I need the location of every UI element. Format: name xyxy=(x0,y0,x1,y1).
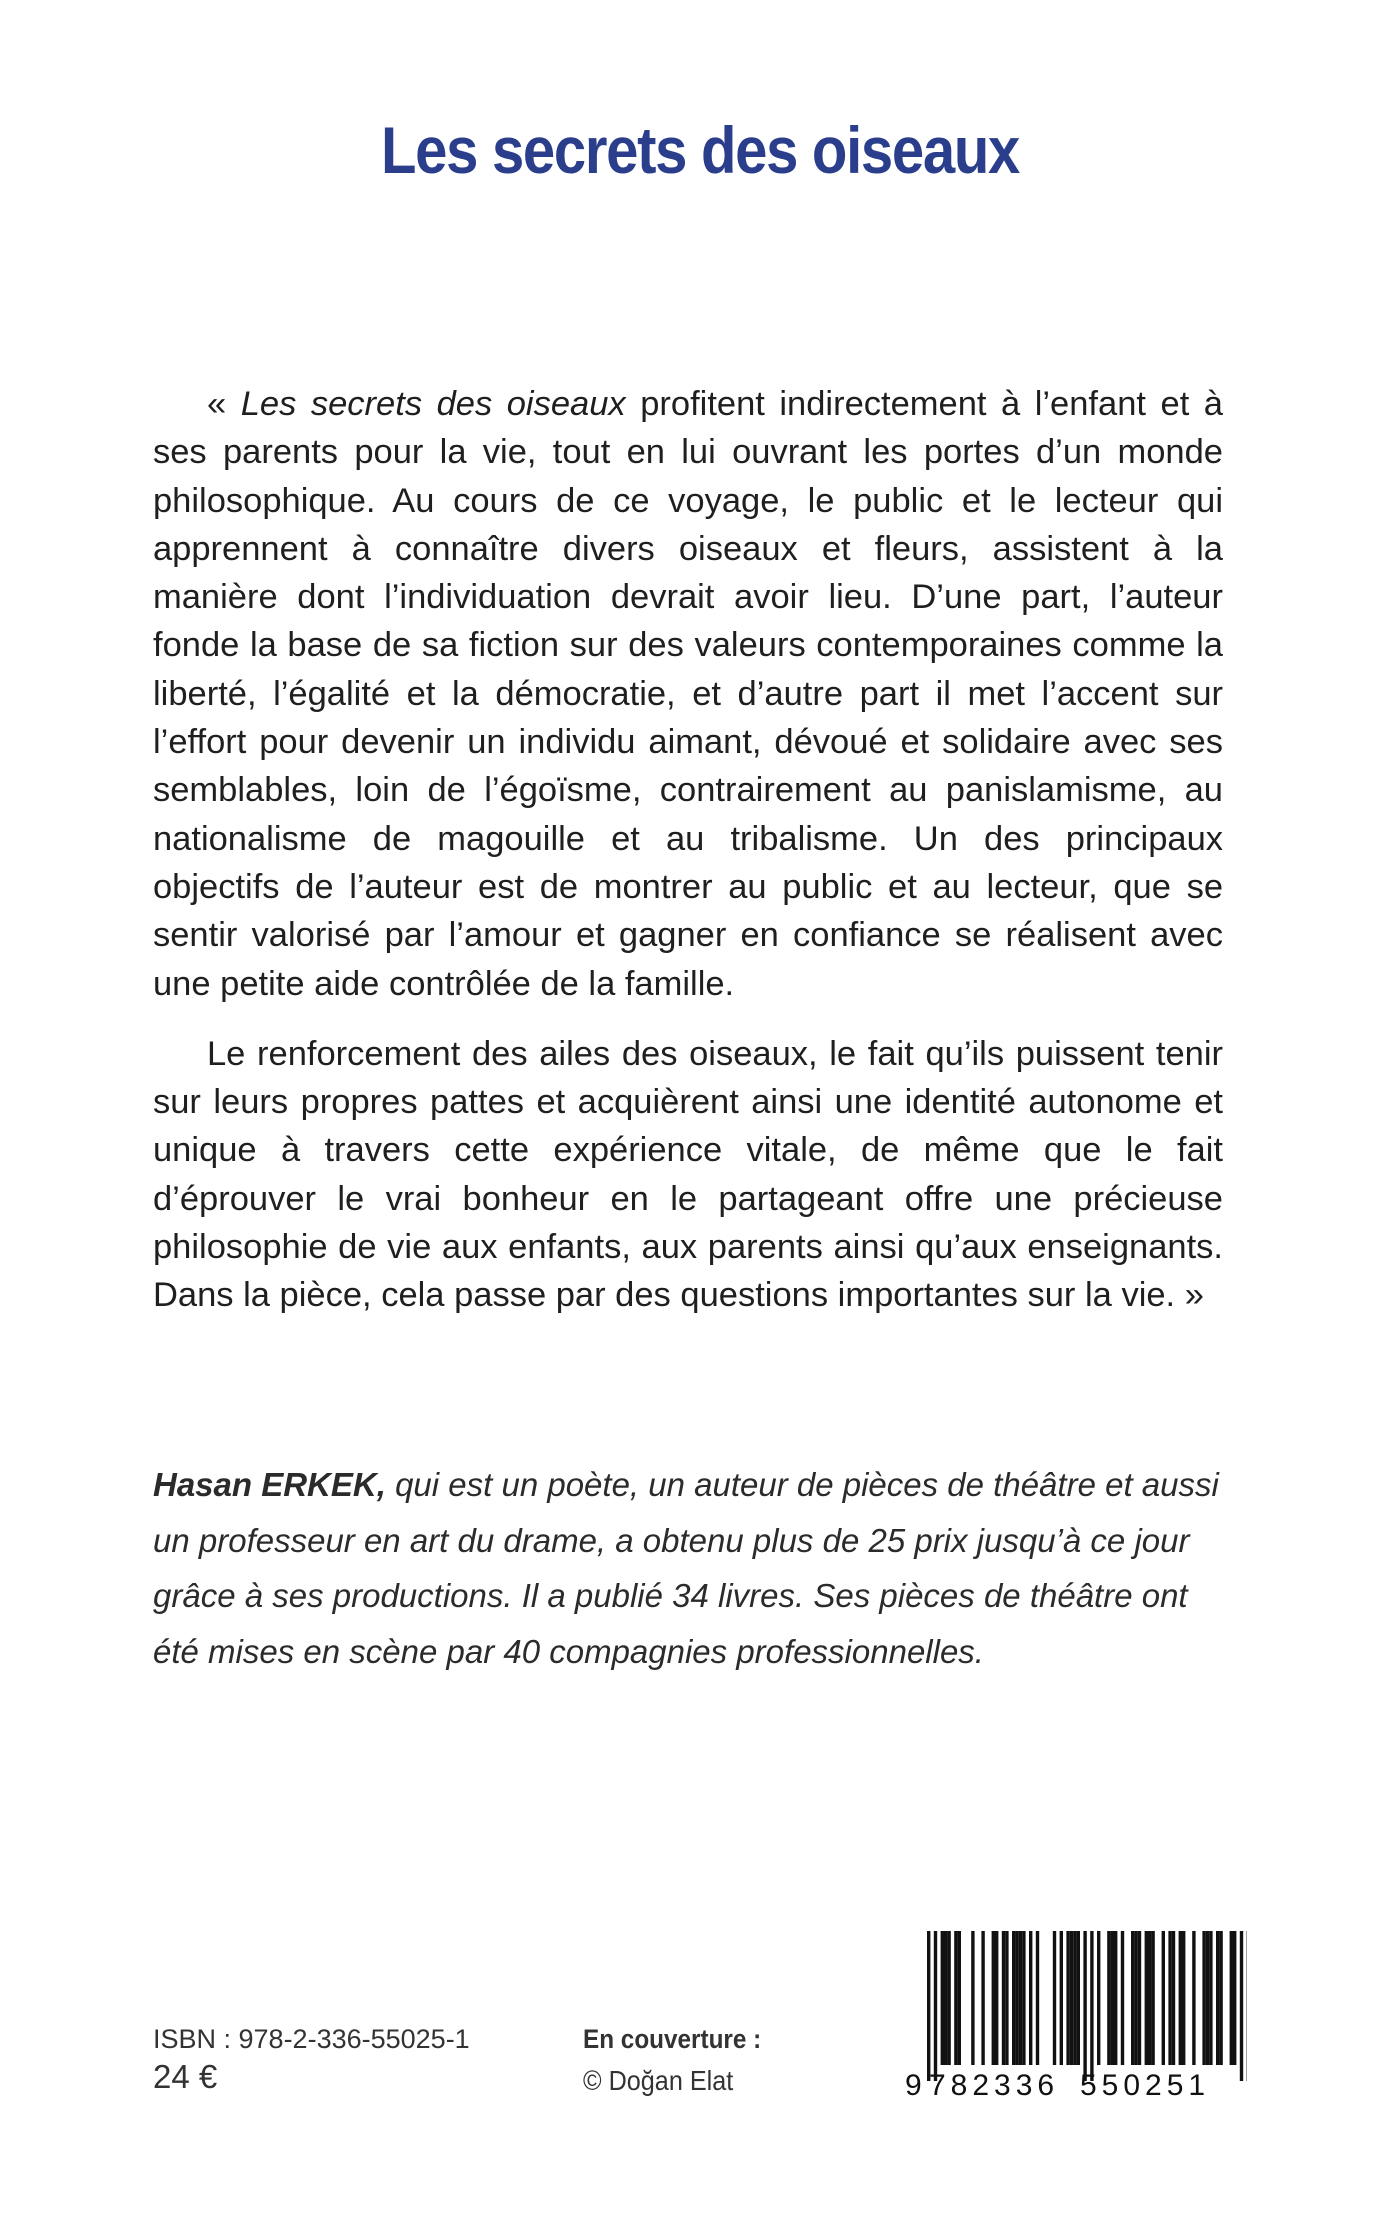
barcode-bar xyxy=(1012,1931,1015,2065)
barcode-bar xyxy=(1090,1931,1093,2081)
cover-credit: © Doğan Elat xyxy=(583,2065,734,2096)
barcode-right-digits: 550251 xyxy=(1080,2069,1211,2100)
barcode-bar xyxy=(1077,1931,1080,2065)
barcode-bar xyxy=(934,1931,937,2081)
barcode-bar xyxy=(941,1931,944,2065)
author-name: Hasan ERKEK, xyxy=(153,1466,386,1503)
barcode-bar xyxy=(1097,1931,1100,2065)
isbn-barcode xyxy=(897,1925,1247,2100)
blurb-title-italic: Les secrets des oiseaux xyxy=(240,385,626,423)
barcode-bar xyxy=(1216,1931,1219,2065)
barcode-bar xyxy=(1148,1931,1151,2065)
barcode-bar xyxy=(1005,1931,1008,2065)
barcode-bar xyxy=(1066,1931,1069,2065)
isbn: ISBN : 978-2-336-55025-1 xyxy=(153,2024,470,2054)
barcode-bar xyxy=(1219,1931,1222,2065)
barcode-bar xyxy=(1029,1931,1032,2065)
blurb-paragraph-1-text: profitent indirectement à l’enfant et à ses parents pour la vie, tout en lui ouvrant les portes d’un monde philosophique. Au cours de ce voyage, le public et le lecteur qui apprennent à connaître divers oiseaux et fleurs, assistent à la manière dont l’individuation devrait avoir lieu. D’une part, l’auteur fonde la base de sa fiction sur des valeurs contemporaines comme la liberté, l’égalité et la démocratie, et d’autre part il met l’accent sur l’effort pour devenir un individu aimant, dévoué et solidaire avec ses semblables, loin de l’égoïsme, contrairement au panislamisme, au nationalisme de magouille et au tribalisme. Un des principaux objectifs de l’auteur est de montrer au public et au lecteur, que se sentir valorisé par l’amour et gagner en confiance se réalisent avec une petite aide contrôlée de la famille. xyxy=(153,385,1223,1003)
barcode-bar xyxy=(1114,1931,1117,2065)
barcode-bar xyxy=(971,1931,974,2065)
barcode-bar xyxy=(1162,1931,1165,2065)
barcode-bar xyxy=(927,1931,930,2081)
barcode-bar xyxy=(1121,1931,1124,2065)
price: 24 € xyxy=(153,2058,218,2095)
barcode-bar xyxy=(1002,1931,1005,2065)
barcode-bar xyxy=(1233,1931,1236,2065)
barcode-bar xyxy=(954,1931,957,2065)
barcode-bar xyxy=(1070,1931,1073,2065)
barcode-bar xyxy=(1073,1931,1076,2065)
barcode-bar xyxy=(1179,1931,1182,2065)
barcode-bar xyxy=(1107,1931,1110,2065)
barcode-bar xyxy=(1192,1931,1195,2065)
barcode-bar xyxy=(1202,1931,1205,2065)
barcode-bar xyxy=(1131,1931,1134,2065)
barcode-bar xyxy=(1015,1931,1018,2065)
barcode-bar xyxy=(1172,1931,1175,2065)
book-title: Les secrets des oiseaux xyxy=(381,113,1019,187)
barcode-bar xyxy=(1209,1931,1212,2065)
barcode-bar xyxy=(1083,1931,1086,2081)
barcode-bar xyxy=(1134,1931,1137,2065)
blurb-paragraph-2: Le renforcement des ailes des oiseaux, le fait qu’ils puissent tenir sur leurs propres pattes et acquièrent ainsi une identité autonome et unique à travers cette expérience vitale, de même que le fait d’éprouver le vrai bonheur en le partageant offre une précieuse philosophie de vie aux enfants, aux parents ainsi qu’aux enseignants. Dans la pièce, cela passe par des questions importantes sur la vie. » xyxy=(153,1034,1223,1315)
author-bio xyxy=(153,1457,1223,1679)
barcode-bar xyxy=(1019,1931,1022,2065)
barcode-bar xyxy=(1151,1931,1154,2065)
barcode-first-digit: 9 xyxy=(905,2069,922,2100)
back-cover-blurb xyxy=(153,380,1223,1342)
barcode-bar xyxy=(1206,1931,1209,2065)
barcode-bar xyxy=(992,1931,995,2065)
barcode-bar xyxy=(995,1931,998,2065)
barcode-bar xyxy=(1022,1931,1025,2065)
barcode-bar xyxy=(1053,1931,1056,2065)
barcode-graphic xyxy=(897,1925,1247,2100)
barcode-bar xyxy=(1168,1931,1171,2065)
barcode-bar xyxy=(981,1931,984,2065)
barcode-bar xyxy=(1240,1931,1243,2081)
barcode-bar xyxy=(1182,1931,1185,2065)
cover-credit-label: En couverture : xyxy=(583,2024,762,2054)
barcode-left-digits: 782336 xyxy=(929,2069,1060,2100)
barcode-bar xyxy=(1111,1931,1114,2065)
barcode-bar xyxy=(1145,1931,1148,2065)
barcode-bar xyxy=(1138,1931,1141,2065)
barcode-bar xyxy=(947,1931,950,2065)
opening-quote: « xyxy=(207,385,241,423)
barcode-bar xyxy=(1036,1931,1039,2065)
author-bio-text: qui est un poète, un auteur de pièces de théâtre et aussi un professeur en art du drame, a obtenu plus de 25 prix jusqu’à ce jour grâce à ses productions. Il a publié 34 livres. Ses pièces de théâtre ont été mises en scène par 40 compagnies professionnelles. xyxy=(153,1466,1219,1670)
barcode-bar xyxy=(944,1931,947,2065)
barcode-bar xyxy=(1060,1931,1063,2065)
barcode-bar xyxy=(958,1931,961,2065)
barcode-bar xyxy=(1230,1931,1233,2065)
blurb-paragraph-1 xyxy=(153,380,1223,1008)
